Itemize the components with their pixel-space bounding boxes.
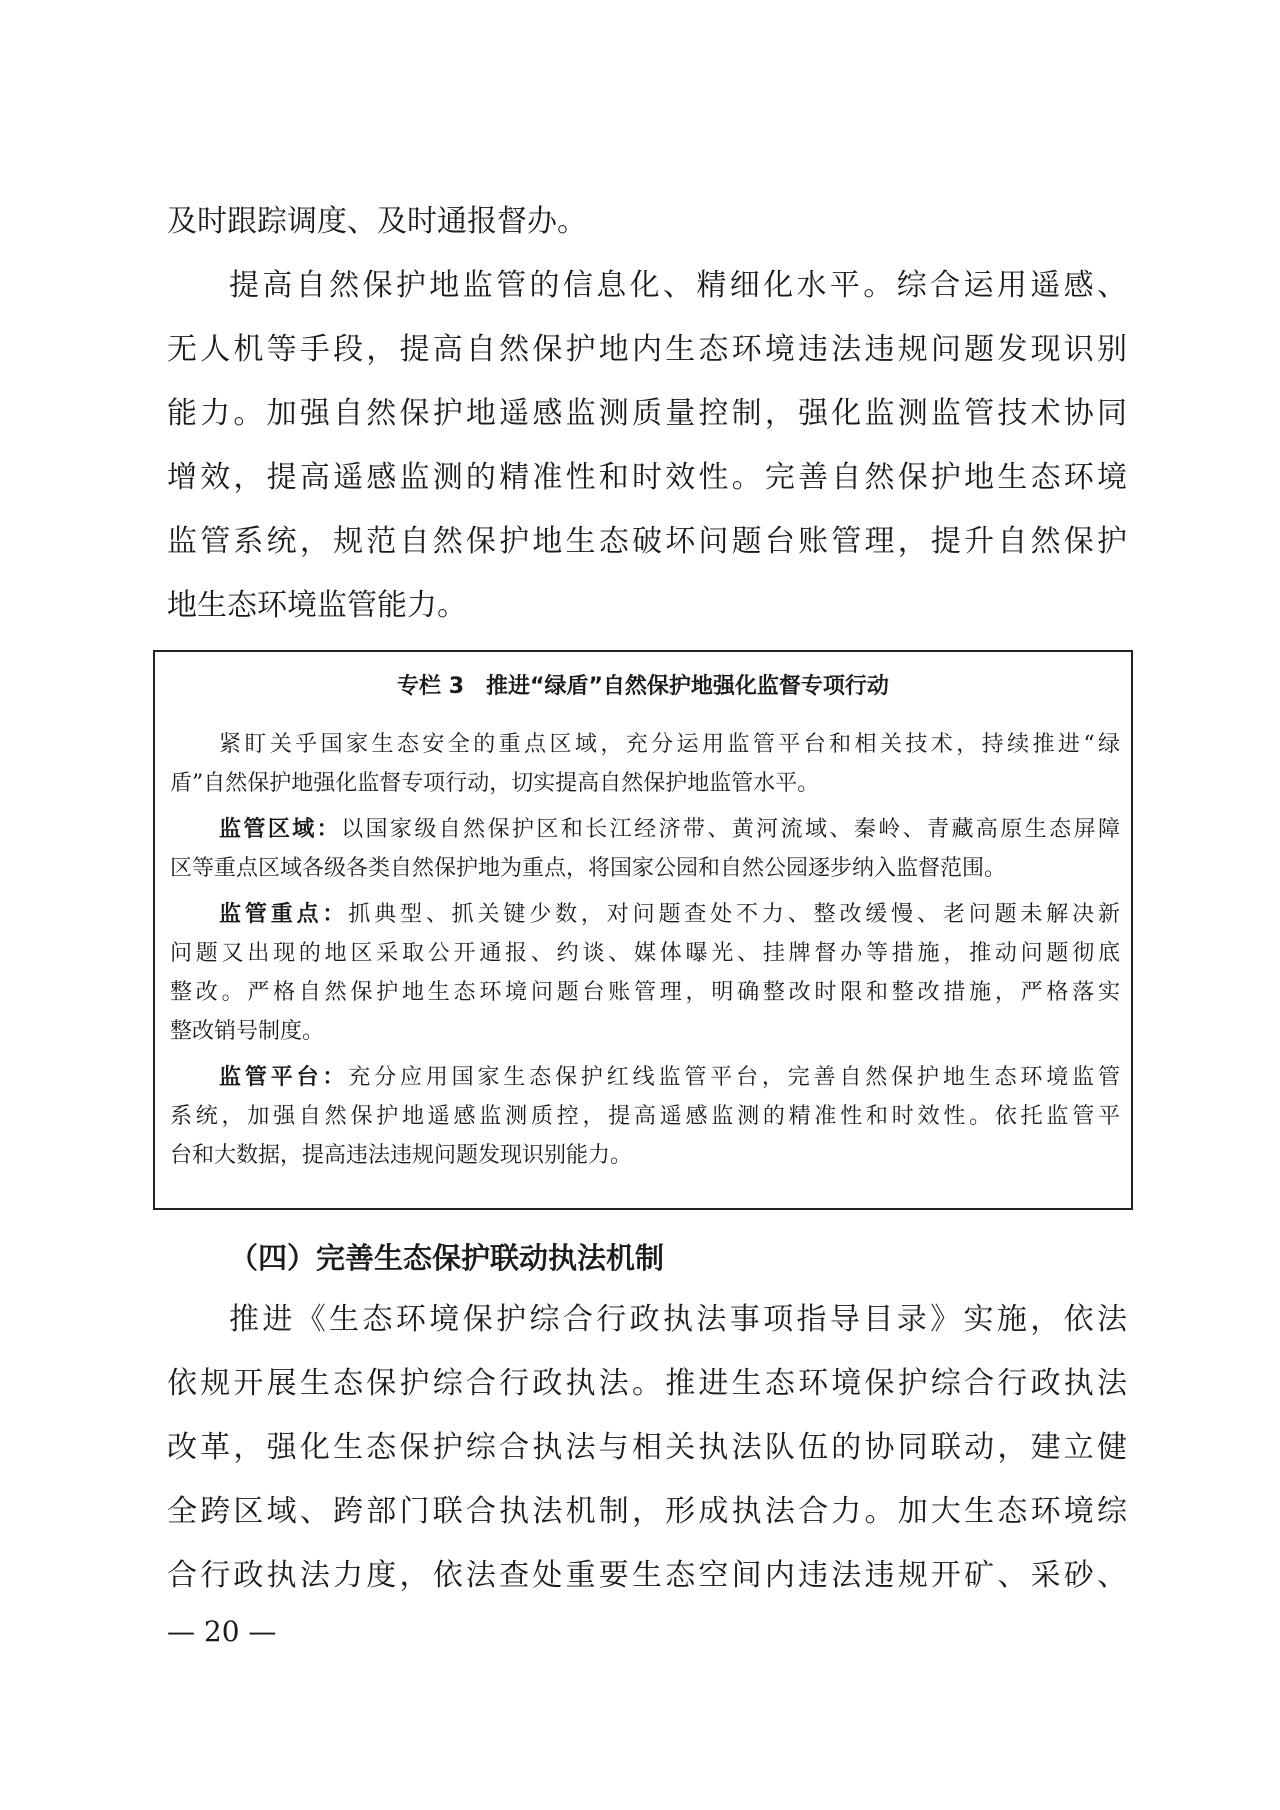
column-platform-label: 监管平台： <box>219 1065 349 1090</box>
paragraph-3-line-1: 推进《生态环境保护综合行政执法事项指导目录》实施，依法 <box>229 1302 1127 1337</box>
column-area-line-2: 区等重点区域各级各类自然保护地为重点，将国家公园和自然公园逐步纳入监督范围。 <box>170 856 1007 881</box>
column-focus-line-4: 整改销号制度。 <box>170 1019 325 1044</box>
column-focus-line-2: 问题又出现的地区采取公开通报、约谈、媒体曝光、挂牌督办等措施，推动问题彻底 <box>170 941 1120 966</box>
column-platform-line-3: 台和大数据，提高违法违规问题发现识别能力。 <box>170 1143 633 1168</box>
column-focus-label: 监管重点： <box>219 902 349 927</box>
column-platform-text-1: 充分应用国家生态保护红线监管平台，完善自然保护地生态环境监管 <box>348 1065 1120 1090</box>
paragraph-2-line-6: 地生态环境监管能力。 <box>167 588 467 623</box>
column-focus-text-1: 抓典型、抓关键少数，对问题查处不力、整改缓慢、老问题未解决新 <box>348 902 1120 927</box>
column-focus-line-3: 整改。严格自然保护地生态环境问题台账管理，明确整改时限和整改措施，严格落实 <box>170 980 1120 1005</box>
page-number: — 20 — <box>167 1615 277 1648</box>
paragraph-3-line-2: 依规开展生态保护综合行政执法。推进生态环境保护综合行政执法 <box>167 1366 1127 1401</box>
paragraph-1-line-1: 及时跟踪调度、及时通报督办。 <box>167 204 587 239</box>
column-area-text-1: 以国家级自然保护区和长江经济带、黄河流域、秦岭、青藏高原生态屏障 <box>341 817 1120 842</box>
column-platform-line-1 <box>219 1063 1120 1093</box>
paragraph-2-line-5: 监管系统，规范自然保护地生态破坏问题台账管理，提升自然保护 <box>167 524 1127 559</box>
paragraph-3-line-4: 全跨区域、跨部门联合执法机制，形成执法合力。加大生态环境综 <box>167 1494 1127 1529</box>
column-area-label: 监管区域： <box>219 817 342 842</box>
column-box-title: 专栏 3 推进“绿盾”自然保护地强化监督专项行动 <box>397 674 889 699</box>
column-platform-line-2: 系统，加强自然保护地遥感监测质控，提高遥感监测的精准性和时效性。依托监管平 <box>170 1104 1120 1129</box>
column-intro-line-1: 紧盯关乎国家生态安全的重点区域，充分运用监管平台和相关技术，持续推进“绿 <box>219 732 1120 757</box>
column-area-line-1 <box>219 815 1120 845</box>
column-intro-line-2: 盾”自然保护地强化监督专项行动，切实提高自然保护地监管水平。 <box>170 771 820 796</box>
column-box <box>153 650 1133 1210</box>
column-focus-line-1 <box>219 900 1120 930</box>
paragraph-3-line-3: 改革，强化生态保护综合执法与相关执法队伍的协同联动，建立健 <box>167 1430 1127 1465</box>
paragraph-2-line-2: 无人机等手段，提高自然保护地内生态环境违法违规问题发现识别 <box>167 332 1127 367</box>
paragraph-2-line-1: 提高自然保护地监管的信息化、精细化水平。综合运用遥感、 <box>229 268 1127 303</box>
paragraph-2-line-4: 增效，提高遥感监测的精准性和时效性。完善自然保护地生态环境 <box>167 460 1127 495</box>
paragraph-3-line-5: 合行政执法力度，依法查处重要生态空间内违法违规开矿、采砂、 <box>167 1558 1127 1593</box>
section-heading: （四）完善生态保护联动执法机制 <box>229 1241 665 1275</box>
paragraph-2-line-3: 能力。加强自然保护地遥感监测质量控制，强化监测监管技术协同 <box>167 396 1127 431</box>
